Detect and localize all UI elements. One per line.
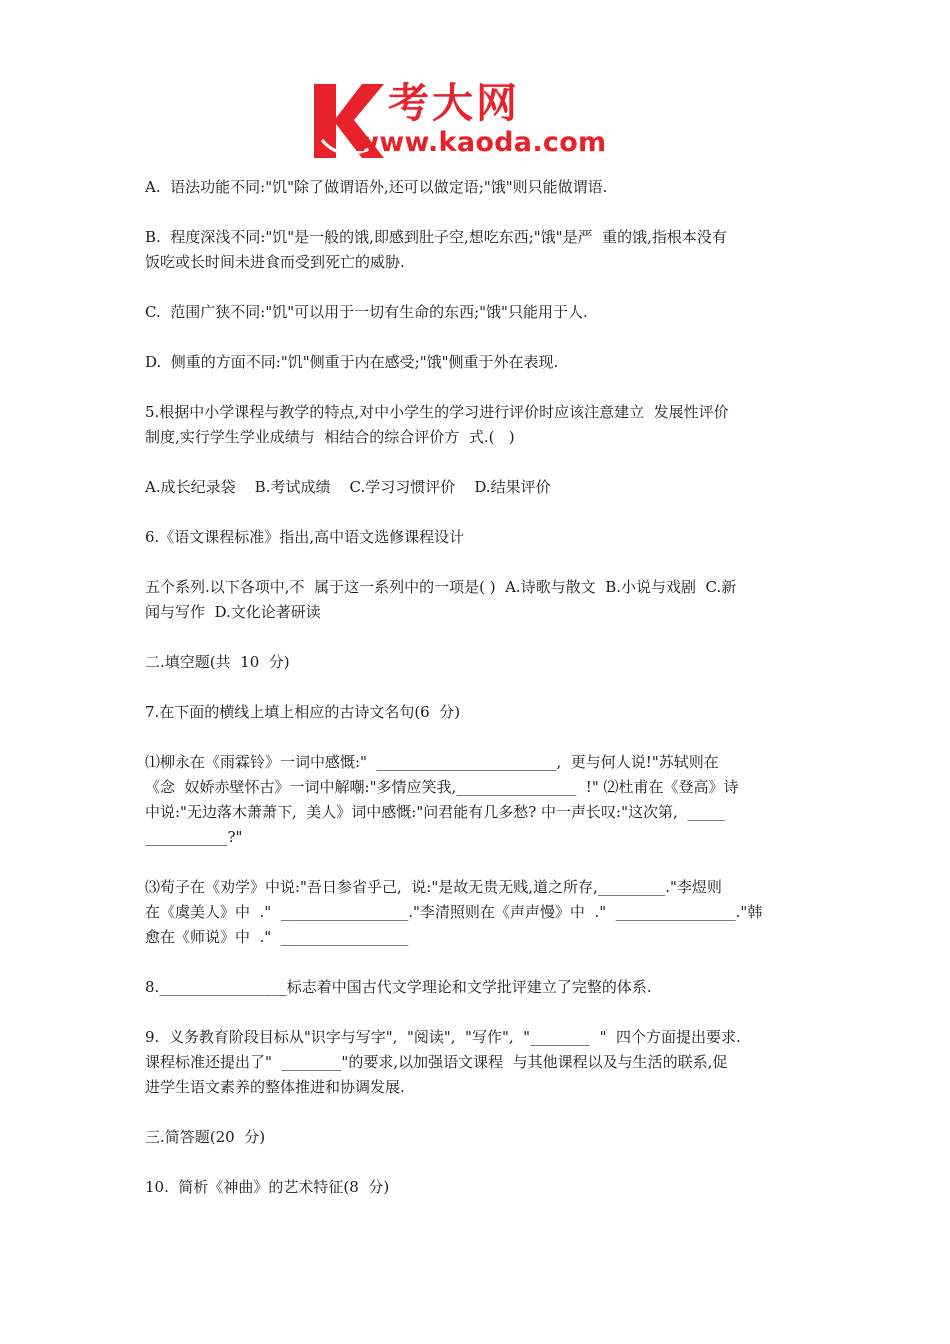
question-7-part1-line1: ⑴柳永在《雨霖铃》一词中感慨:" ________________________, 更与何人说!"苏轼则在	[145, 753, 719, 771]
option-c-text: C. 范围广狭不同:"饥"可以用于一切有生命的东西;"饿"只能用于人.	[145, 303, 588, 321]
option-b-text-line2: 饭吃或长时间未进食而受到死亡的威胁.	[145, 253, 405, 271]
question-6-line1: 6.《语文课程标准》指出,高中语文选修课程设计	[145, 528, 465, 546]
option-b-text-line1: B. 程度深浅不同:"饥"是一般的饿,即感到肚子空,想吃东西;"饿"是严 重的饿,指根本没有	[145, 228, 727, 246]
question-6-line2: 五个系列.以下各项中,不 属于这一系列中的一项是( ) A.诗歌与散文 B.小说与戏剧 C.新	[145, 578, 737, 596]
question-7-part1-line2: 《念 奴娇赤壁怀古》一词中解嘲:"多情应笑我,________________ !" ⑵杜甫在《登高》诗	[145, 778, 739, 796]
question-7-part3-line3: 愈在《师说》中 ." _________________	[145, 928, 409, 946]
section-2-heading: 二.填空题(共 10 分)	[145, 653, 290, 671]
question-7-heading: 7.在下面的横线上填上相应的古诗文名句(6 分)	[145, 703, 461, 721]
logo-url-text: www.kaoda.com	[354, 127, 607, 158]
question-10-heading: 10. 简析《神曲》的艺术特征(8 分)	[145, 1178, 390, 1196]
section-3-heading: 三.简答题(20 分)	[145, 1128, 266, 1146]
question-9-line2: 课程标准还提出了" ________"的要求,以加强语文课程 与其他课程以及与生活的联系,促	[145, 1053, 728, 1071]
question-9-line1: 9. 义务教育阶段目标从"识字与写字", "阅读", "写作", "________ " 四个方面提出要求.	[145, 1028, 741, 1046]
question-7-part2-line2: ___________?"	[145, 828, 243, 846]
option-a-text: A. 语法功能不同:"饥"除了做谓语外,还可以做定语;"饿"则只能做谓语.	[145, 178, 608, 196]
question-7-part2-line1: 中说:"无边落木萧萧下, 美人》词中感慨:"问君能有几多愁? 中一声长叹:"这次第, _____	[145, 803, 725, 821]
question-6-line3: 闻与写作 D.文化论著研读	[145, 603, 321, 621]
kaoda-logo	[310, 78, 650, 162]
question-9-line3: 进学生语文素养的整体推进和协调发展.	[145, 1078, 405, 1096]
question-8-text: 8._________________标志着中国古代文学理论和文学批评建立了完整的体系.	[145, 978, 652, 996]
question-7-part3-line2: 在《虞美人》中 ." _________________."李清照则在《声声慢》中 ." ________________."韩	[145, 903, 763, 921]
question-7-part3-line1: ⑶荀子在《劝学》中说:"吾日参省乎己, 说:"是故无贵无贱,道之所存,_________."李煜则	[145, 878, 722, 896]
option-d-text: D. 侧重的方面不同:"饥"侧重于内在感受;"饿"侧重于外在表现.	[145, 353, 559, 371]
question-5-line2: 制度,实行学生学业成绩与 相结合的综合评价方 式.( )	[145, 428, 515, 446]
question-5-options: A.成长纪录袋 B.考试成绩 C.学习习惯评价 D.结果评价	[145, 478, 551, 496]
question-5-line1: 5.根据中小学课程与教学的特点,对中小学生的学习进行评价时应该注意建立 发展性评价	[145, 403, 729, 421]
logo-brand-text: 考大网	[388, 79, 520, 127]
